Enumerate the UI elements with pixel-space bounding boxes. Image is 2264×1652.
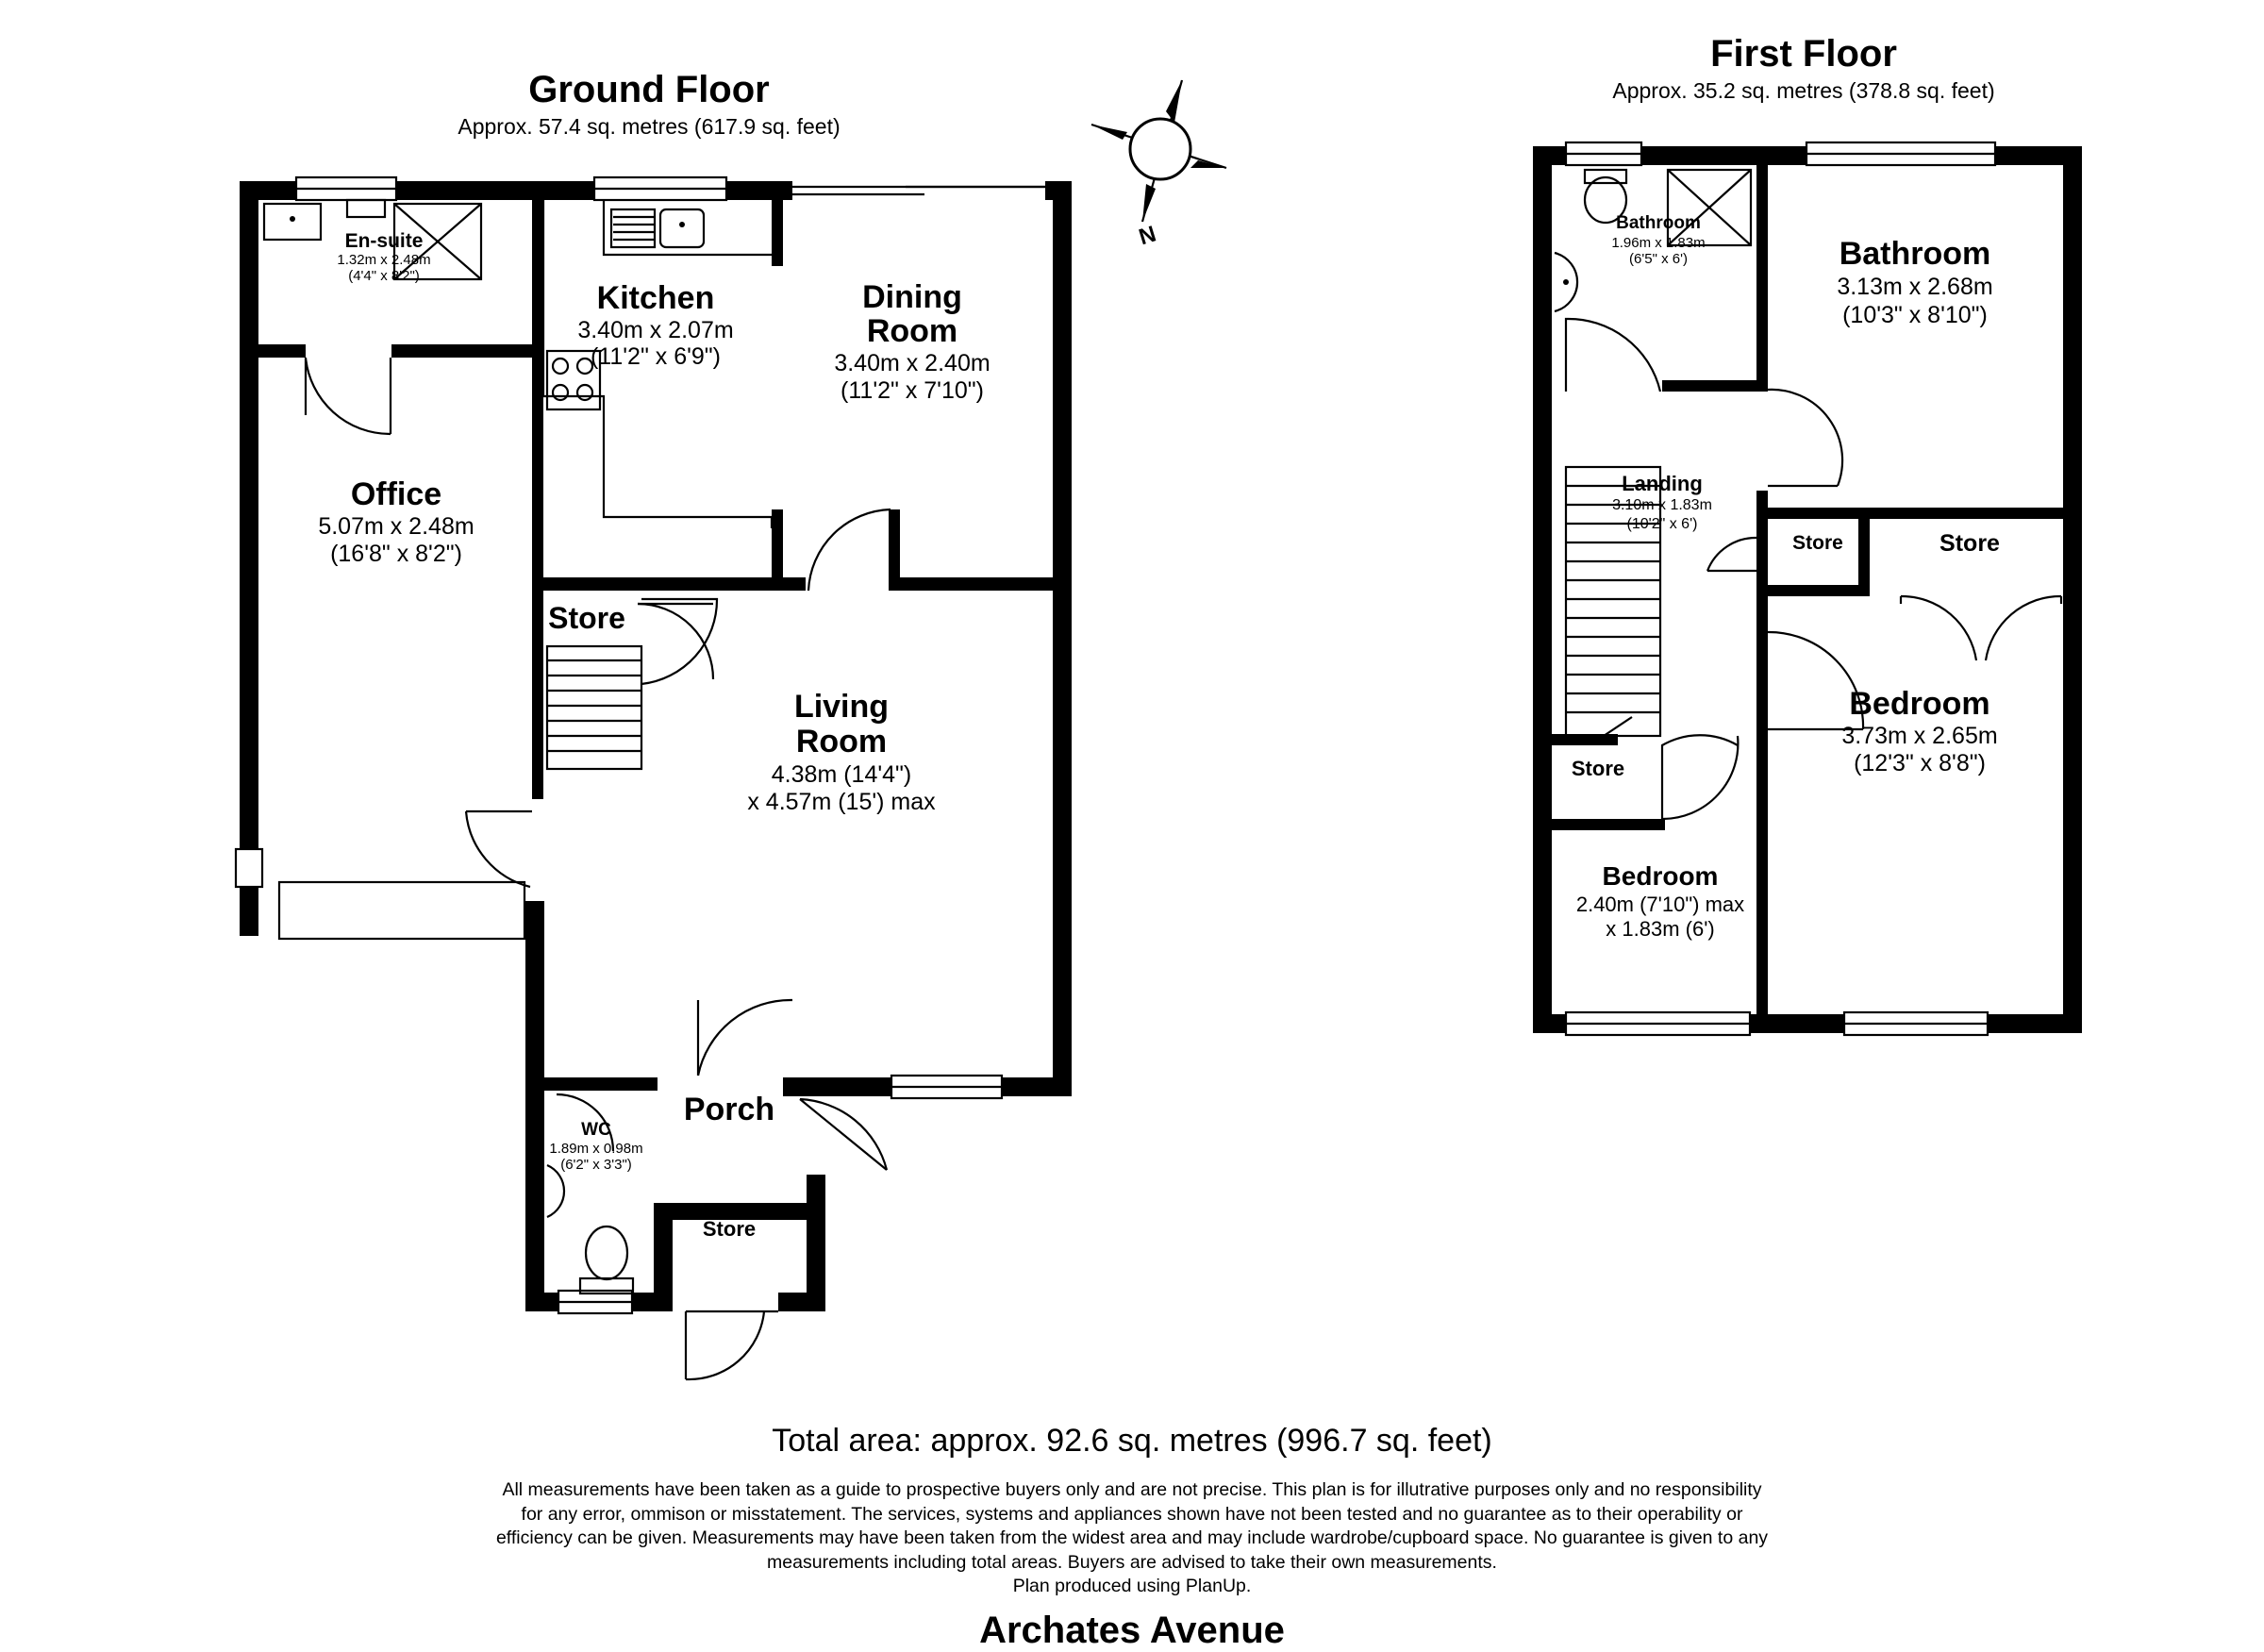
property-address: Archates Avenue bbox=[979, 1610, 1285, 1651]
porch-name: Porch bbox=[683, 1092, 775, 1127]
bedroom-small-dim-imperial: x 1.83m (6') bbox=[1606, 917, 1715, 941]
ground-floor-area: Approx. 57.4 sq. metres (617.9 sq. feet) bbox=[458, 114, 841, 139]
kitchen-dim-metric: 3.40m x 2.07m bbox=[577, 317, 734, 343]
disclaimer bbox=[0, 1478, 2264, 1599]
disclaimer-line: measurements including total areas. Buyers are advised to take their own measurements. bbox=[767, 1551, 1497, 1573]
bedroom-small-name: Bedroom bbox=[1602, 861, 1719, 891]
office-name: Office bbox=[350, 476, 442, 512]
bathroom-basin-icon bbox=[1555, 253, 1577, 311]
disclaimer-line: for any error, ommison or misstatement. The services, systems and appliances shown have not been tested and no guarantee as to their operability or bbox=[521, 1503, 1743, 1525]
landing-name: Landing bbox=[1622, 472, 1703, 495]
living-name-line1: Living bbox=[793, 689, 890, 725]
store-a-name: Store bbox=[1792, 532, 1843, 554]
store-b-name: Store bbox=[1939, 530, 2000, 557]
ensuite-basin-icon bbox=[264, 204, 321, 240]
dining-name-line2: Room bbox=[866, 313, 958, 349]
kitchen-dim-imperial: (11'2" x 6'9") bbox=[590, 343, 722, 370]
first-floor-title: First Floor bbox=[1710, 33, 1897, 75]
dining-dim-metric: 3.40m x 2.40m bbox=[834, 350, 990, 376]
wc-dim-metric: 1.89m x 0.98m bbox=[549, 1141, 643, 1157]
living-name-line2: Room bbox=[795, 724, 888, 759]
wc-dim-imperial: (6'2" x 3'3") bbox=[560, 1157, 632, 1173]
bedroom-large-dim-metric: 3.73m x 2.65m bbox=[1841, 723, 1998, 749]
store-name: Store bbox=[548, 601, 625, 635]
bedroom-large-name: Bedroom bbox=[1849, 686, 1990, 722]
bedroom-small-dim-metric: 2.40m (7'10") max bbox=[1575, 893, 1745, 916]
compass-north-label: N bbox=[1136, 221, 1159, 251]
disclaimer-line: efficiency can be given. Measurements may have been taken from the widest area and may include wardrobe/cupboard space. No guarantee is given to any bbox=[495, 1527, 1769, 1548]
ensuite-dim-imperial: (4'4" x 8'2") bbox=[348, 268, 420, 284]
living-dim-metric: 4.38m (14'4") bbox=[771, 761, 912, 788]
first-floor-plan bbox=[1533, 142, 2082, 1035]
kitchen-name: Kitchen bbox=[596, 280, 715, 316]
bathroom-small-name: Bathroom bbox=[1616, 213, 1701, 233]
ground-floor-plan bbox=[236, 177, 1072, 1379]
office-dim-metric: 5.07m x 2.48m bbox=[318, 513, 474, 540]
dining-dim-imperial: (11'2" x 7'10") bbox=[841, 377, 984, 404]
living-dim-imperial: x 4.57m (15') max bbox=[747, 789, 936, 815]
store-c-name: Store bbox=[1571, 757, 1625, 780]
ensuite-name: En-suite bbox=[344, 230, 424, 252]
bedroom-large-dim-imperial: (12'3" x 8'8") bbox=[1854, 750, 1986, 776]
bathroom-shower-icon bbox=[1668, 170, 1751, 245]
kitchen-sink-icon bbox=[660, 209, 704, 247]
total-area: Total area: approx. 92.6 sq. metres (996.7 sq. feet) bbox=[772, 1423, 1492, 1459]
wc-basin-icon bbox=[547, 1165, 564, 1217]
bathroom-small-dim-imperial: (6'5" x 6') bbox=[1629, 251, 1688, 267]
porch-store-name: Store bbox=[702, 1217, 757, 1241]
first-floor-area: Approx. 35.2 sq. metres (378.8 sq. feet) bbox=[1612, 78, 1995, 103]
wc-toilet-icon bbox=[580, 1226, 633, 1293]
ground-floor-title: Ground Floor bbox=[528, 69, 770, 110]
ensuite-dim-metric: 1.32m x 2.48m bbox=[337, 252, 431, 268]
ground-stairs bbox=[547, 646, 641, 769]
bathroom-large-dim-metric: 3.13m x 2.68m bbox=[1837, 274, 1993, 300]
disclaimer-line: Plan produced using PlanUp. bbox=[1012, 1576, 1252, 1596]
dining-name-line1: Dining bbox=[862, 279, 962, 315]
landing-dim-metric: 3.10m x 1.83m bbox=[1612, 497, 1712, 513]
bathroom-small-dim-metric: 1.96m x 1.83m bbox=[1611, 235, 1706, 251]
disclaimer-line: All measurements have been taken as a guide to prospective buyers only and are not precise. This plan is for illutrative purposes only and no responsibility bbox=[502, 1479, 1762, 1500]
bathroom-large-dim-imperial: (10'3" x 8'10") bbox=[1842, 302, 1988, 328]
compass-icon bbox=[1091, 80, 1226, 250]
bathroom-large-name: Bathroom bbox=[1839, 236, 1991, 272]
office-dim-imperial: (16'8" x 8'2") bbox=[330, 541, 462, 567]
wc-name: WC bbox=[581, 1120, 611, 1140]
landing-dim-imperial: (10'2" x 6') bbox=[1626, 516, 1698, 532]
